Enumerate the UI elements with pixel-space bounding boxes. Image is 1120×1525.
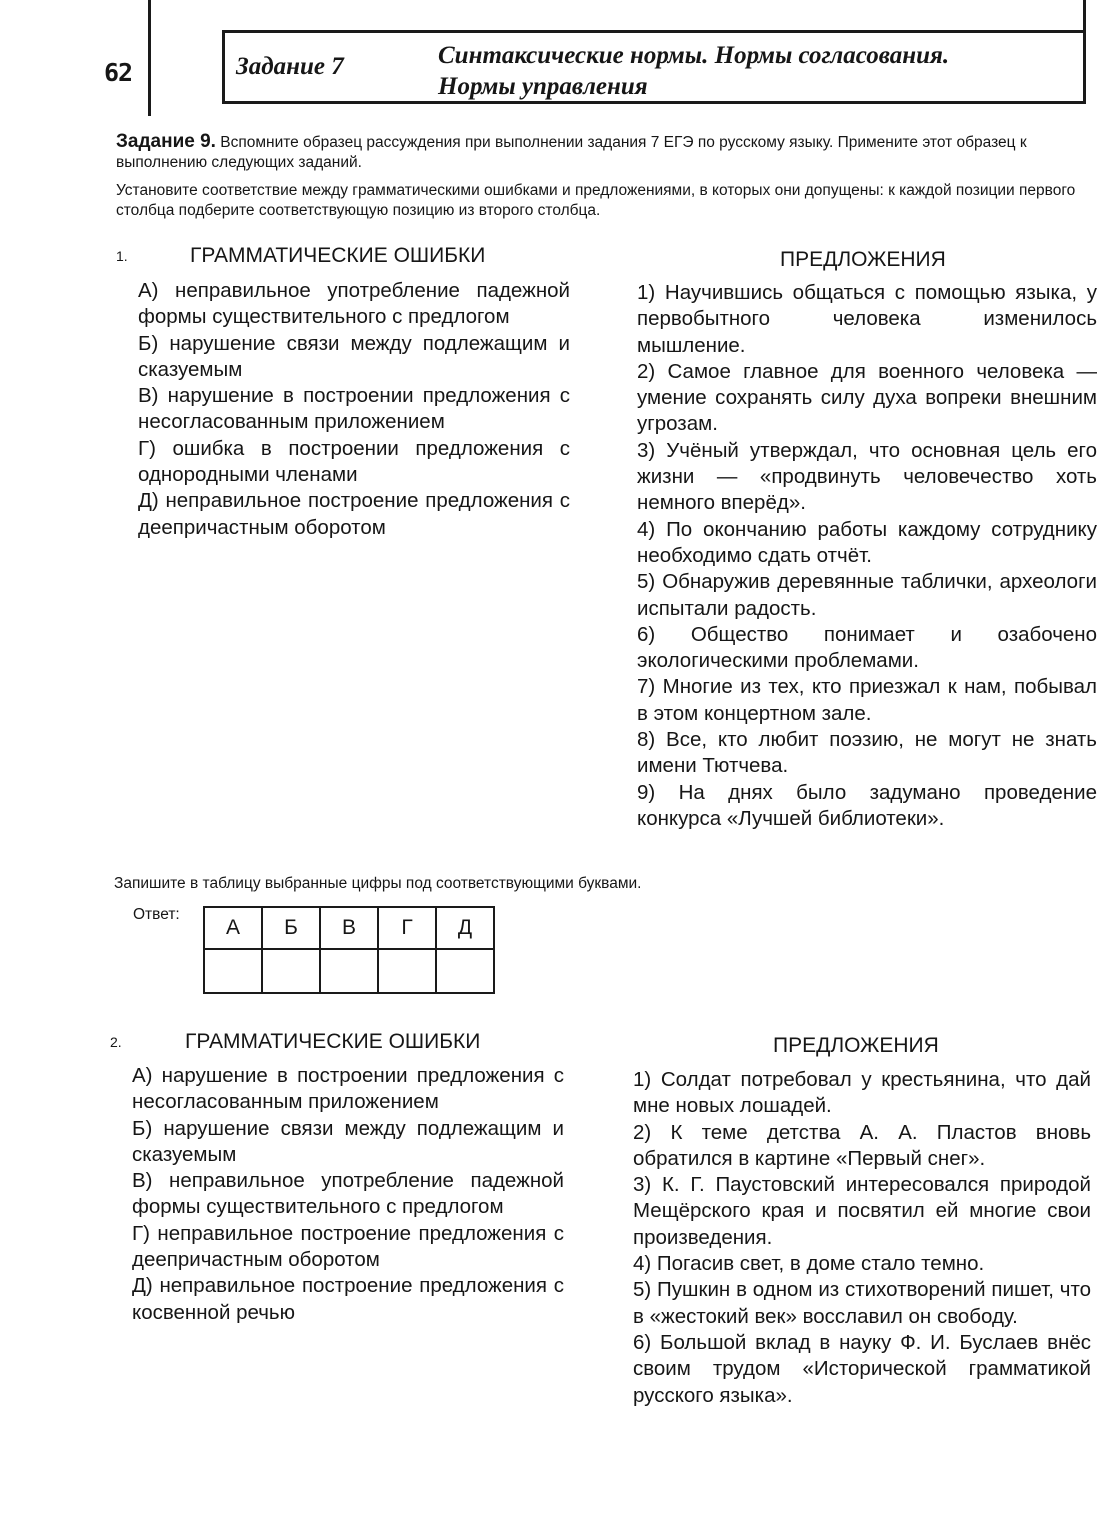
margin-rule bbox=[148, 0, 151, 116]
error-item: А) неправильное употребление падежной формы существительного с предлогом bbox=[138, 279, 570, 329]
sentence-item: 8) Все, кто любит поэзию, не могут не знать имени Тютчева. bbox=[637, 728, 1097, 778]
header-title-line1: Синтаксические нормы. Нормы согласования. bbox=[438, 42, 950, 69]
sentences-heading: ПРЕДЛОЖЕНИЯ bbox=[780, 248, 946, 271]
record-note: Запишите в таблицу выбранные цифры под соответствующими буквами. bbox=[114, 875, 642, 892]
task-text: Вспомните образец рассуждения при выполнении задания 7 ЕГЭ по русскому языку. Примените этот образец к выполнению следующих заданий. bbox=[116, 134, 1027, 171]
answer-values-row bbox=[204, 949, 494, 993]
errors-list bbox=[132, 1063, 564, 1326]
error-item: Д) неправильное построение предложения с косвенной речью bbox=[132, 1274, 564, 1324]
sentence-item: 5) Пушкин в одном из стихотворений пишет, что в «жестокий век» восславил он свободу. bbox=[633, 1278, 1091, 1328]
exercise-number: 1. bbox=[116, 248, 128, 264]
sentences-heading: ПРЕДЛОЖЕНИЯ bbox=[773, 1034, 939, 1057]
sentence-item: 7) Многие из тех, кто приезжал к нам, побывал в этом концертном зале. bbox=[637, 675, 1097, 725]
header-title-line2: Нормы управления bbox=[438, 73, 648, 100]
task-label: Задание 7 bbox=[236, 53, 344, 80]
task-paragraph bbox=[116, 132, 1101, 173]
error-item: Б) нарушение связи между подлежащим и сказуемым bbox=[132, 1116, 564, 1166]
error-item: В) неправильное употребление падежной формы существительного с предлогом bbox=[132, 1169, 564, 1219]
task-title: Задание 9. bbox=[116, 131, 216, 152]
error-item: А) нарушение в построении предложения с несогласованным приложением bbox=[132, 1064, 564, 1114]
answer-letter-cell: Д bbox=[436, 907, 494, 949]
sentence-item: 6) Общество понимает и озабочено экологическими проблемами. bbox=[637, 622, 1097, 673]
answer-label: Ответ: bbox=[133, 906, 180, 923]
instruction: Установите соответствие между грамматическими ошибками и предложениями, в которых они допущены: к каждой позиции первого столбца подберите соответствующую позицию из второго столбца. bbox=[116, 182, 1076, 219]
error-item: Г) ошибка в построении предложения с однородными членами bbox=[138, 436, 570, 487]
answer-value-cell[interactable] bbox=[204, 949, 262, 993]
answer-letters-row bbox=[204, 907, 494, 949]
answer-letter-cell: Б bbox=[262, 907, 320, 949]
sentence-item: 1) Солдат потребовал у крестьянина, что дай мне новых лошадей. bbox=[633, 1068, 1091, 1118]
answer-table bbox=[203, 906, 495, 994]
sentence-item: 4) По окончанию работы каждому сотруднику необходимо сдать отчёт. bbox=[637, 517, 1097, 567]
sentences-list bbox=[637, 280, 1097, 832]
header-edge bbox=[1083, 0, 1086, 32]
sentence-item: 9) На днях было задумано проведение конкурса «Лучшей библиотеки». bbox=[637, 780, 1097, 830]
error-item: В) нарушение в построении предложения с несогласованным приложением bbox=[138, 384, 570, 434]
sentence-item: 2) Самое главное для военного человека — умение сохранять силу духа вопреки внешним угрозам. bbox=[637, 359, 1097, 436]
sentence-item: 6) Большой вклад в науку Ф. И. Буслаев внёс своим трудом «Исторической грамматикой русского языка». bbox=[633, 1330, 1091, 1407]
answer-letter-cell: В bbox=[320, 907, 378, 949]
exercise-number: 2. bbox=[110, 1034, 122, 1050]
sentence-item: 3) Учёный утверждал, что основная цель его жизни — «продвинуть человечество хоть немного вперёд». bbox=[637, 438, 1097, 515]
header-title bbox=[438, 40, 1078, 102]
answer-value-cell[interactable] bbox=[320, 949, 378, 993]
sentence-item: 1) Научившись общаться с помощью языка, у первобытного человека изменилось мышление. bbox=[637, 281, 1097, 357]
errors-heading: ГРАММАТИЧЕСКИЕ ОШИБКИ bbox=[190, 244, 486, 267]
page-number: 62 bbox=[104, 58, 133, 87]
errors-heading: ГРАММАТИЧЕСКИЕ ОШИБКИ bbox=[185, 1030, 481, 1053]
sentence-item: 5) Обнаружив деревянные таблички, археологи испытали радость. bbox=[637, 570, 1097, 620]
sentences-list bbox=[633, 1067, 1091, 1409]
answer-value-cell[interactable] bbox=[378, 949, 436, 993]
errors-list bbox=[138, 278, 570, 541]
sentence-item: 4) Погасив свет, в доме стало темно. bbox=[633, 1252, 985, 1276]
error-item: Д) неправильное построение предложения с деепричастным оборотом bbox=[138, 489, 570, 539]
intro bbox=[116, 132, 1101, 221]
answer-value-cell[interactable] bbox=[262, 949, 320, 993]
answer-value-cell[interactable] bbox=[436, 949, 494, 993]
answer-letter-cell: А bbox=[204, 907, 262, 949]
sentence-item: 3) К. Г. Паустовский интересовался природой Мещёрского края и посвятил ей многие свои произведения. bbox=[633, 1173, 1091, 1249]
error-item: Б) нарушение связи между подлежащим и сказуемым bbox=[138, 331, 570, 381]
sentence-item: 2) К теме детства А. А. Пластов вновь обратился в картине «Первый снег». bbox=[633, 1120, 1091, 1170]
error-item: Г) неправильное построение предложения с деепричастным оборотом bbox=[132, 1221, 564, 1272]
answer-letter-cell: Г bbox=[378, 907, 436, 949]
